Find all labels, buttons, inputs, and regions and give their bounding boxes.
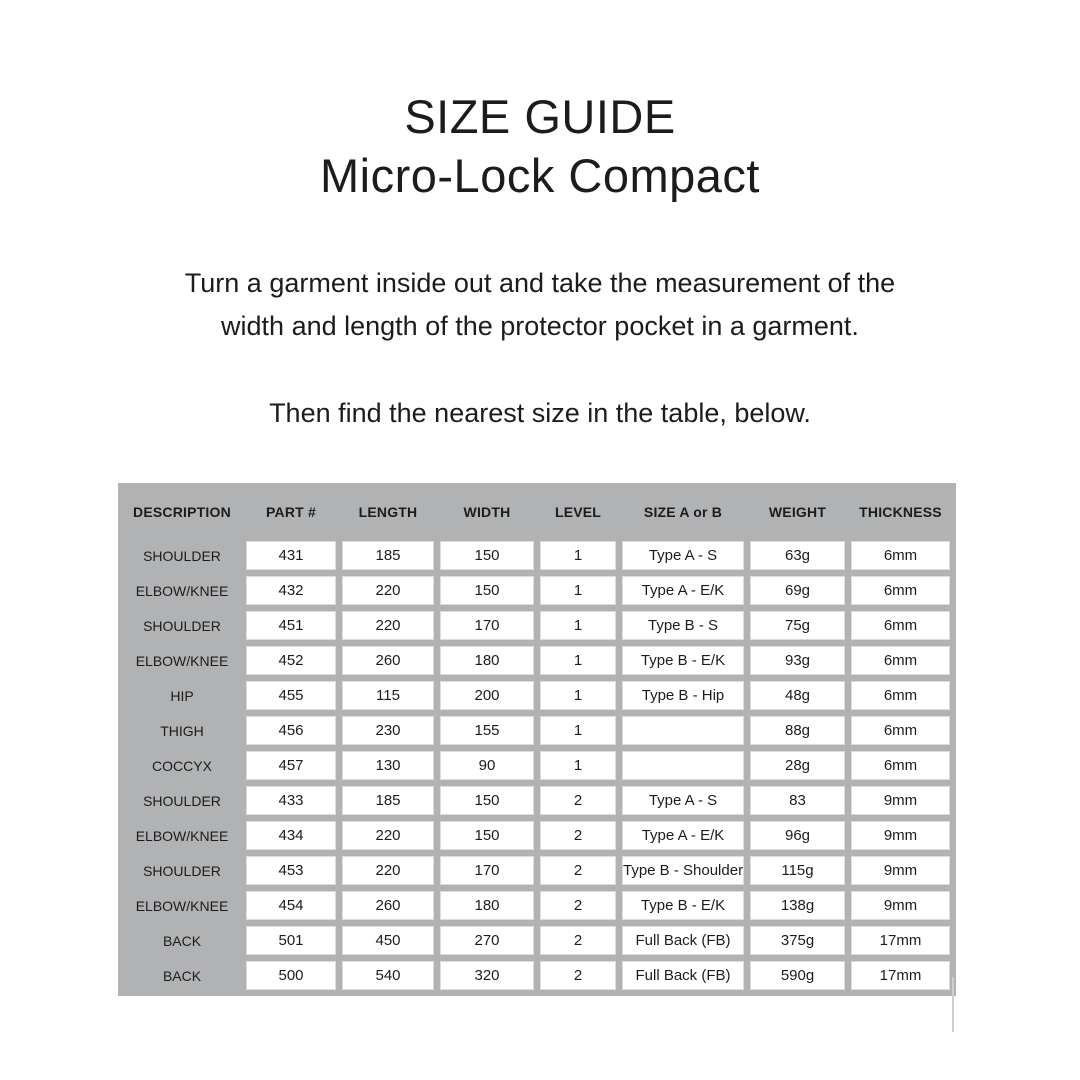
data-cell: 434: [246, 821, 336, 850]
data-cell: 48g: [750, 681, 845, 710]
table-row: [124, 576, 950, 605]
data-cell: 454: [246, 891, 336, 920]
data-cell: 2: [540, 926, 616, 955]
data-cell: 9mm: [851, 821, 950, 850]
data-cell: 375g: [750, 926, 845, 955]
data-cell: Type B - E/K: [622, 891, 744, 920]
table-row: [124, 856, 950, 885]
data-cell: 260: [342, 891, 434, 920]
header-cell-size-a-or-b: SIZE A or B: [643, 504, 723, 520]
data-cell: 220: [342, 821, 434, 850]
data-cell: 90: [440, 751, 534, 780]
data-cell: 6mm: [851, 541, 950, 570]
data-cell: Type A - S: [622, 786, 744, 815]
data-cell: 83: [750, 786, 845, 815]
data-cell: 270: [440, 926, 534, 955]
description-cell: ELBOW/KNEE: [135, 827, 229, 844]
data-cell: 431: [246, 541, 336, 570]
data-cell: 433: [246, 786, 336, 815]
header-cell-thickness: THICKNESS: [859, 504, 942, 520]
data-cell: 456: [246, 716, 336, 745]
data-cell: 6mm: [851, 576, 950, 605]
data-cell: 1: [540, 681, 616, 710]
header-cell-part: PART #: [266, 504, 316, 520]
data-cell: 2: [540, 961, 616, 990]
data-cell: 96g: [750, 821, 845, 850]
data-cell: 1: [540, 611, 616, 640]
data-cell: 93g: [750, 646, 845, 675]
data-cell: 200: [440, 681, 534, 710]
data-cell: 1: [540, 576, 616, 605]
header-cell-length: LENGTH: [358, 504, 418, 520]
data-cell: 63g: [750, 541, 845, 570]
table-row: [124, 926, 950, 955]
data-cell: 150: [440, 541, 534, 570]
table-row: [124, 751, 950, 780]
data-cell: 155: [440, 716, 534, 745]
page-title-line2: Micro-Lock Compact: [320, 149, 760, 202]
data-cell: 170: [440, 856, 534, 885]
page-edge-line: [952, 977, 954, 1032]
table-row: [124, 541, 950, 570]
data-cell: Type A - E/K: [622, 821, 744, 850]
description-cell: COCCYX: [152, 757, 212, 774]
data-cell: 450: [342, 926, 434, 955]
data-cell: 590g: [750, 961, 845, 990]
size-table: [118, 483, 956, 996]
header-cell-width: WIDTH: [463, 504, 511, 520]
description-cell: SHOULDER: [143, 792, 221, 809]
data-cell: 457: [246, 751, 336, 780]
data-cell: 28g: [750, 751, 845, 780]
data-cell: 260: [342, 646, 434, 675]
table-row: [124, 891, 950, 920]
description-cell: SHOULDER: [143, 617, 221, 634]
header-cell-description: DESCRIPTION: [133, 504, 231, 520]
description-cell: BACK: [162, 932, 202, 949]
data-cell: 6mm: [851, 611, 950, 640]
data-cell: 453: [246, 856, 336, 885]
data-cell: 432: [246, 576, 336, 605]
data-cell: Full Back (FB): [622, 926, 744, 955]
data-cell: 501: [246, 926, 336, 955]
data-cell: 220: [342, 611, 434, 640]
data-cell: [622, 751, 744, 780]
data-cell: Full Back (FB): [622, 961, 744, 990]
data-cell: 180: [440, 646, 534, 675]
table-row: [124, 611, 950, 640]
description-cell: BACK: [162, 967, 202, 984]
data-cell: 180: [440, 891, 534, 920]
data-cell: Type B - Shoulder: [622, 856, 744, 885]
table-row: [124, 716, 950, 745]
page-title-line1: SIZE GUIDE: [404, 90, 676, 143]
data-cell: Type A - E/K: [622, 576, 744, 605]
data-cell: 540: [342, 961, 434, 990]
data-cell: 185: [342, 786, 434, 815]
data-cell: 150: [440, 821, 534, 850]
data-cell: 75g: [750, 611, 845, 640]
table-row: [124, 786, 950, 815]
data-cell: Type B - S: [622, 611, 744, 640]
data-cell: Type B - E/K: [622, 646, 744, 675]
data-cell: 17mm: [851, 961, 950, 990]
table-row: [124, 646, 950, 675]
data-cell: 150: [440, 786, 534, 815]
description-cell: SHOULDER: [143, 547, 221, 564]
table-header-row: [124, 489, 950, 535]
instruction-paragraph: [0, 262, 1080, 348]
header-cell-level: LEVEL: [554, 504, 602, 520]
data-cell: 170: [440, 611, 534, 640]
data-cell: 1: [540, 751, 616, 780]
description-cell: SHOULDER: [143, 862, 221, 879]
data-cell: 1: [540, 646, 616, 675]
data-cell: 220: [342, 576, 434, 605]
description-cell: THIGH: [160, 722, 204, 739]
data-cell: 6mm: [851, 646, 950, 675]
instruction-line2: width and length of the protector pocket in a garment.: [221, 311, 859, 341]
data-cell: 452: [246, 646, 336, 675]
table-row: [124, 961, 950, 990]
instruction-line1: Turn a garment inside out and take the measurement of the: [184, 268, 896, 298]
data-cell: 9mm: [851, 891, 950, 920]
page-title: [0, 87, 1080, 205]
data-cell: 2: [540, 821, 616, 850]
data-cell: 9mm: [851, 786, 950, 815]
data-cell: 88g: [750, 716, 845, 745]
data-cell: 2: [540, 856, 616, 885]
data-cell: 69g: [750, 576, 845, 605]
data-cell: Type B - Hip: [622, 681, 744, 710]
table-row: [124, 821, 950, 850]
data-cell: 185: [342, 541, 434, 570]
data-cell: 150: [440, 576, 534, 605]
instruction-line3: Then find the nearest size in the table, below.: [269, 398, 811, 428]
table-row: [124, 681, 950, 710]
data-cell: 451: [246, 611, 336, 640]
header-cell-weight: WEIGHT: [768, 504, 827, 520]
data-cell: 2: [540, 786, 616, 815]
description-cell: ELBOW/KNEE: [135, 897, 229, 914]
data-cell: 130: [342, 751, 434, 780]
data-cell: 6mm: [851, 751, 950, 780]
data-cell: 230: [342, 716, 434, 745]
data-cell: [622, 716, 744, 745]
data-cell: 9mm: [851, 856, 950, 885]
data-cell: 6mm: [851, 681, 950, 710]
description-cell: ELBOW/KNEE: [135, 652, 229, 669]
description-cell: ELBOW/KNEE: [135, 582, 229, 599]
data-cell: 1: [540, 716, 616, 745]
data-cell: 500: [246, 961, 336, 990]
data-cell: 220: [342, 856, 434, 885]
instruction-paragraph2: [0, 392, 1080, 435]
data-cell: 115: [342, 681, 434, 710]
description-cell: HIP: [170, 687, 194, 704]
data-cell: 320: [440, 961, 534, 990]
table-body: [124, 541, 950, 990]
data-cell: 2: [540, 891, 616, 920]
data-cell: 1: [540, 541, 616, 570]
data-cell: 6mm: [851, 716, 950, 745]
data-cell: 455: [246, 681, 336, 710]
data-cell: 17mm: [851, 926, 950, 955]
data-cell: 138g: [750, 891, 845, 920]
data-cell: Type A - S: [622, 541, 744, 570]
data-cell: 115g: [750, 856, 845, 885]
